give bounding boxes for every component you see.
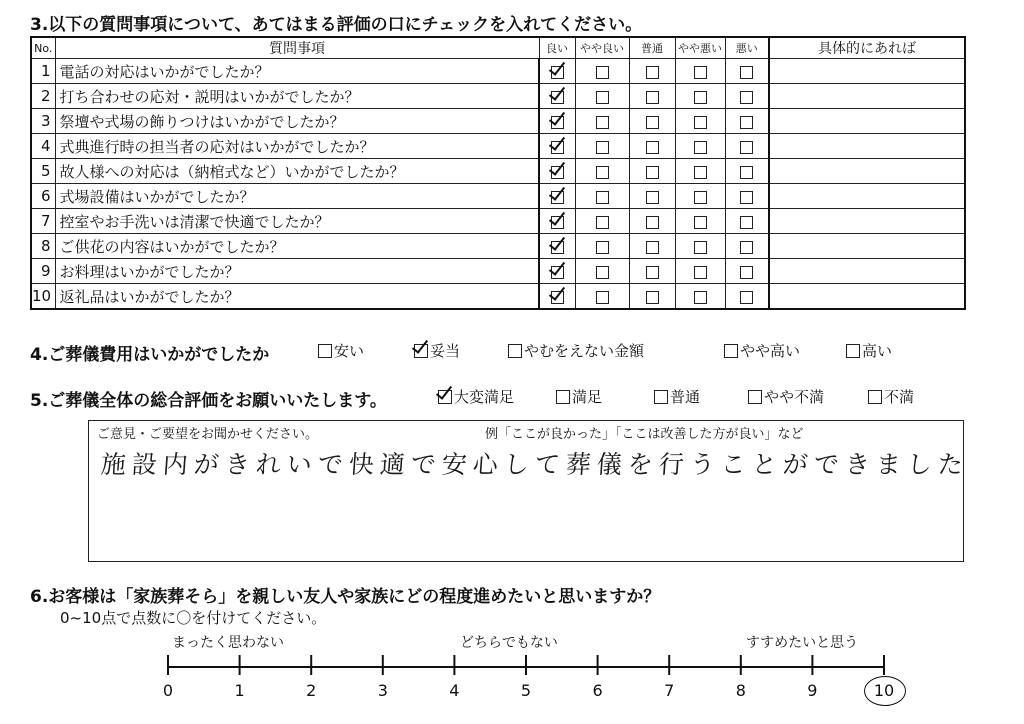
checkbox-icon[interactable] [646, 291, 659, 304]
row-detail-cell[interactable] [769, 184, 965, 209]
q4-option-label: 安い [334, 342, 365, 360]
table-header-row [31, 37, 965, 59]
checkbox-icon[interactable] [694, 116, 707, 129]
rating-cell[interactable] [539, 234, 575, 259]
checkbox-icon[interactable] [596, 291, 609, 304]
row-number: 4 [31, 134, 55, 159]
checkbox-icon[interactable] [596, 116, 609, 129]
scale-tick-label[interactable]: 1 [234, 681, 245, 700]
checkbox-icon[interactable] [646, 116, 659, 129]
q5-option-satisfied[interactable] [556, 386, 602, 407]
checkbox-checked-icon[interactable] [551, 91, 564, 104]
checkbox-icon[interactable] [740, 191, 753, 204]
checkbox-checked-icon[interactable] [551, 141, 564, 154]
q6-title: 6.お客様は「家族葬そら」を親しい友人や家族にどの程度進めたいと思いますか？ [30, 587, 661, 607]
checkbox-checked-icon[interactable] [551, 116, 564, 129]
table-row [31, 184, 965, 209]
checkbox-checked-icon[interactable] [551, 66, 564, 79]
rating-cell[interactable] [575, 59, 629, 84]
row-detail-cell[interactable] [769, 209, 965, 234]
checkbox-icon[interactable] [740, 91, 753, 104]
table-row [31, 59, 965, 84]
table-row [31, 259, 965, 284]
rating-cell[interactable] [725, 159, 769, 184]
q4-option-label: 妥当 [430, 342, 461, 360]
checkbox-icon[interactable] [646, 91, 659, 104]
checkbox-icon[interactable] [724, 344, 738, 358]
rating-cell[interactable] [539, 259, 575, 284]
q3-title: 3.以下の質問事項について、あてはまる評価の口にチェックを入れてください。 [30, 15, 643, 35]
rating-cell[interactable] [629, 159, 675, 184]
checkbox-icon[interactable] [740, 166, 753, 179]
header-bad: 悪い [725, 37, 769, 59]
row-question: 祭壇や式場の飾りつけはいかがでしたか？ [55, 109, 539, 134]
row-question: 電話の対応はいかがでしたか？ [55, 59, 539, 84]
checkbox-icon[interactable] [646, 266, 659, 279]
q4-option-fairly-expensive[interactable] [724, 340, 800, 361]
rating-cell[interactable] [629, 234, 675, 259]
rating-cell[interactable] [675, 159, 725, 184]
checkbox-icon[interactable] [596, 241, 609, 254]
q5-option-fairly-dissatisfied[interactable] [748, 386, 824, 407]
scale-tick-label[interactable]: 7 [664, 681, 675, 700]
checkbox-icon[interactable] [694, 166, 707, 179]
q4-option-label: 高い [862, 342, 893, 360]
rating-cell[interactable] [629, 259, 675, 284]
rating-cell[interactable] [575, 284, 629, 310]
q6-subtitle: 0~10点で点数に〇を付けてください。 [60, 609, 327, 627]
row-detail-cell[interactable] [769, 84, 965, 109]
row-question: お料理はいかがでしたか？ [55, 259, 539, 284]
checkbox-icon[interactable] [694, 191, 707, 204]
row-number: 6 [31, 184, 55, 209]
row-detail-cell[interactable] [769, 234, 965, 259]
checkbox-checked-icon[interactable] [438, 390, 452, 404]
row-question: 返礼品はいかがでしたか？ [55, 284, 539, 310]
row-number: 9 [31, 259, 55, 284]
rating-cell[interactable] [675, 259, 725, 284]
checkbox-icon[interactable] [846, 344, 860, 358]
row-question: 式典進行時の担当者の応対はいかがでしたか？ [55, 134, 539, 159]
checkbox-icon[interactable] [646, 241, 659, 254]
rating-cell[interactable] [675, 109, 725, 134]
scale-label-mid: どちらでもない [460, 635, 558, 651]
checkbox-icon[interactable] [646, 191, 659, 204]
checkbox-icon[interactable] [596, 166, 609, 179]
scale-tick-label[interactable]: 0 [162, 681, 174, 700]
q4-option-label: やむをえない金額 [524, 342, 645, 360]
q5-option-label: 大変満足 [454, 388, 515, 406]
checkbox-icon[interactable] [596, 91, 609, 104]
rating-cell[interactable] [629, 134, 675, 159]
row-question: 故人様への対応は（納棺式など）いかがでしたか？ [55, 159, 539, 184]
rating-cell[interactable] [575, 159, 629, 184]
rating-cell[interactable] [539, 59, 575, 84]
rating-cell[interactable] [629, 109, 675, 134]
rating-cell[interactable] [675, 184, 725, 209]
scale-tick-label[interactable]: 9 [807, 681, 818, 700]
rating-cell[interactable] [725, 109, 769, 134]
rating-cell[interactable] [725, 184, 769, 209]
header-detail: 具体的にあれば [769, 37, 965, 59]
checkbox-icon[interactable] [596, 66, 609, 79]
checkbox-icon[interactable] [740, 66, 753, 79]
rating-cell[interactable] [629, 284, 675, 310]
rating-cell[interactable] [725, 284, 769, 310]
scale-tick-label[interactable]: 5 [520, 681, 532, 700]
table-row [31, 134, 965, 159]
row-question: 式場設備はいかがでしたか？ [55, 184, 539, 209]
q4-option-label: やや高い [740, 342, 801, 360]
q5-option-dissatisfied[interactable] [868, 386, 914, 407]
header-good: 良い [539, 37, 575, 59]
checkbox-checked-icon[interactable] [551, 216, 564, 229]
checkbox-checked-icon[interactable] [551, 241, 564, 254]
scale-tick-label[interactable]: 2 [306, 681, 317, 700]
rating-cell[interactable] [539, 209, 575, 234]
row-question: ご供花の内容はいかがでしたか？ [55, 234, 539, 259]
header-normal: 普通 [629, 37, 675, 59]
checkbox-icon[interactable] [596, 141, 609, 154]
scale-label-low: まったく思わない [172, 635, 284, 651]
table-row [31, 209, 965, 234]
rating-cell[interactable] [575, 134, 629, 159]
rating-cell[interactable] [539, 109, 575, 134]
checkbox-icon[interactable] [596, 216, 609, 229]
row-number: 8 [31, 234, 55, 259]
checkbox-checked-icon[interactable] [551, 291, 564, 304]
row-detail-cell[interactable] [769, 259, 965, 284]
selected-score-circle [864, 676, 906, 706]
checkbox-icon[interactable] [596, 191, 609, 204]
row-detail-cell[interactable] [769, 134, 965, 159]
rating-table [30, 36, 966, 310]
rating-cell[interactable] [725, 84, 769, 109]
checkbox-icon[interactable] [694, 216, 707, 229]
rating-cell[interactable] [629, 209, 675, 234]
q4-option-cheap[interactable] [318, 340, 364, 361]
rating-cell[interactable] [629, 184, 675, 209]
rating-cell[interactable] [675, 284, 725, 310]
q5-option-label: やや不満 [764, 388, 825, 406]
handwritten-comment: 施設内がきれいで快適で安心して葬儀を行うことができました [99, 450, 970, 479]
rating-cell[interactable] [575, 184, 629, 209]
rating-cell[interactable] [575, 109, 629, 134]
header-question: 質問事項 [55, 37, 539, 59]
scale-tick-label[interactable]: 8 [735, 681, 746, 700]
table-row [31, 234, 965, 259]
rating-cell[interactable] [539, 134, 575, 159]
q5-option-label: 普通 [670, 388, 701, 406]
rating-cell[interactable] [575, 84, 629, 109]
row-detail-cell[interactable] [769, 284, 965, 310]
q4-title: 4.ご葬儀費用はいかがでしたか [30, 345, 270, 365]
scale-tick-label[interactable]: 4 [449, 681, 460, 700]
rating-cell[interactable] [725, 209, 769, 234]
row-detail-cell[interactable] [769, 59, 965, 84]
rating-cell[interactable] [725, 259, 769, 284]
scale-tick-label[interactable]: 6 [592, 681, 603, 700]
checkbox-icon[interactable] [646, 66, 659, 79]
score-scale [0, 640, 1024, 680]
checkbox-checked-icon[interactable] [551, 266, 564, 279]
row-number: 10 [31, 284, 55, 310]
q5-option-label: 不満 [884, 388, 915, 406]
comment-box[interactable] [88, 420, 970, 562]
comment-prompt: ご意見・ご要望をお聞かせください。 [97, 427, 319, 442]
rating-cell[interactable] [575, 234, 629, 259]
scale-tick-label[interactable]: 10 [873, 681, 895, 700]
rating-cell[interactable] [575, 259, 629, 284]
row-number: 3 [31, 109, 55, 134]
checkbox-icon[interactable] [646, 216, 659, 229]
rating-cell[interactable] [725, 234, 769, 259]
checkbox-icon[interactable] [740, 141, 753, 154]
rating-cell[interactable] [725, 134, 769, 159]
checkbox-icon[interactable] [556, 390, 570, 404]
checkbox-icon[interactable] [694, 241, 707, 254]
row-number: 7 [31, 209, 55, 234]
q5-option-normal[interactable] [654, 386, 700, 407]
rating-cell[interactable] [539, 184, 575, 209]
rating-cell[interactable] [675, 209, 725, 234]
rating-cell[interactable] [539, 284, 575, 310]
row-number: 2 [31, 84, 55, 109]
comment-example: 例「ここが良かった」「ここは改善した方が良い」など [485, 427, 804, 442]
checkbox-icon[interactable] [694, 66, 707, 79]
checkbox-icon[interactable] [740, 291, 753, 304]
scale-label-high: すすめたいと思う [746, 635, 859, 651]
q5-title: 5.ご葬儀全体の総合評価をお願いいたします。 [30, 391, 387, 411]
row-detail-cell[interactable] [769, 109, 965, 134]
checkbox-checked-icon[interactable] [551, 191, 564, 204]
header-fairly-good: やや良い [575, 37, 629, 59]
rating-cell[interactable] [629, 84, 675, 109]
q5-option-very-satisfied[interactable] [438, 386, 514, 407]
checkbox-icon[interactable] [740, 266, 753, 279]
q5-option-label: 満足 [572, 388, 603, 406]
checkbox-icon[interactable] [508, 344, 522, 358]
row-question: 打ち合わせの応対・説明はいかがでしたか？ [55, 84, 539, 109]
rating-cell[interactable] [675, 234, 725, 259]
checkbox-icon[interactable] [646, 141, 659, 154]
row-detail-cell[interactable] [769, 159, 965, 184]
q4-option-unavoidable[interactable] [508, 340, 644, 361]
checkbox-icon[interactable] [694, 266, 707, 279]
header-no: No. [31, 37, 55, 59]
checkbox-icon[interactable] [694, 91, 707, 104]
scale-tick-label[interactable]: 3 [377, 681, 388, 700]
checkbox-icon[interactable] [868, 390, 882, 404]
checkbox-icon[interactable] [740, 116, 753, 129]
table-row [31, 284, 965, 310]
checkbox-icon[interactable] [694, 291, 707, 304]
checkbox-icon[interactable] [694, 141, 707, 154]
rating-cell[interactable] [575, 209, 629, 234]
rating-cell[interactable] [675, 84, 725, 109]
rating-cell[interactable] [675, 59, 725, 84]
checkbox-icon[interactable] [748, 390, 762, 404]
header-fairly-bad: やや悪い [675, 37, 725, 59]
rating-cell[interactable] [539, 84, 575, 109]
rating-cell[interactable] [629, 59, 675, 84]
table-row [31, 84, 965, 109]
rating-cell[interactable] [675, 134, 725, 159]
checkbox-icon[interactable] [654, 390, 668, 404]
row-number: 5 [31, 159, 55, 184]
row-question: 控室やお手洗いは清潔で快適でしたか？ [55, 209, 539, 234]
checkbox-checked-icon[interactable] [414, 344, 428, 358]
rating-cell[interactable] [539, 159, 575, 184]
table-row [31, 109, 965, 134]
checkbox-icon[interactable] [740, 241, 753, 254]
q4-option-reasonable[interactable] [414, 340, 460, 361]
checkbox-icon[interactable] [740, 216, 753, 229]
table-row [31, 159, 965, 184]
row-number: 1 [31, 59, 55, 84]
checkbox-icon[interactable] [646, 166, 659, 179]
checkbox-checked-icon[interactable] [551, 166, 564, 179]
checkbox-icon[interactable] [596, 266, 609, 279]
q4-option-expensive[interactable] [846, 340, 892, 361]
rating-cell[interactable] [725, 59, 769, 84]
checkbox-icon[interactable] [318, 344, 332, 358]
